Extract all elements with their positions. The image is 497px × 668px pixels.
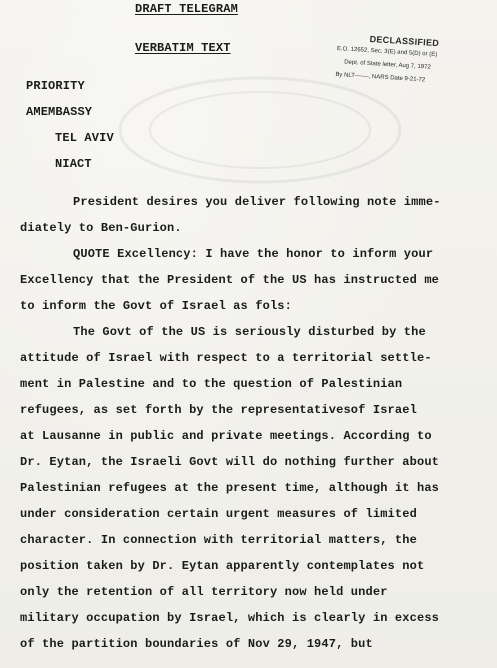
verbatim-text-heading: VERBATIM TEXT	[135, 41, 231, 55]
body-line: only the retention of all territory now held under	[20, 585, 388, 599]
body-line: at Lausanne in public and private meetings. According to	[20, 429, 432, 443]
draft-telegram-heading: DRAFT TELEGRAM	[135, 2, 238, 16]
body-line: refugees, as set forth by the representativesof Israel	[20, 403, 417, 417]
body-line: to inform the Govt of Israel as fols:	[20, 299, 292, 313]
routing-niact: NIACT	[55, 157, 92, 171]
stamp-line-1: E.O. 12652, Sec. 3(E) and 5(D) or (E)	[336, 45, 438, 59]
body-line: under consideration certain urgent measures of limited	[20, 507, 417, 521]
body-line: military occupation by Israel, which is clearly in excess	[20, 611, 440, 625]
routing-priority: PRIORITY	[26, 79, 85, 93]
body-line: The Govt of the US is seriously disturbed by the	[73, 325, 426, 339]
routing-city: TEL AVIV	[55, 131, 114, 145]
stamp-title: DECLASSIFIED	[369, 33, 440, 49]
body-line: position taken by Dr. Eytan apparently contemplates not	[20, 559, 425, 573]
body-line: Dr. Eytan, the Israeli Govt will do nothing further about	[20, 455, 440, 469]
stamp-line-2: Dept. of State letter, Aug 7, 1972	[343, 59, 431, 71]
body-line: Palestinian refugees at the present time, although it has	[20, 481, 440, 495]
declassified-stamp	[334, 32, 497, 114]
stamp-line-3: By NLT-——, NARS Date 9-21-72	[335, 71, 426, 84]
body-line: QUOTE Excellency: I have the honor to inform your	[73, 247, 434, 261]
body-line: President desires you deliver following note imme-	[73, 195, 441, 209]
routing-amembassy: AMEMBASSY	[26, 105, 93, 119]
body-line: Excellency that the President of the US has instructed me	[20, 273, 440, 287]
body-line: diately to Ben-Gurion.	[20, 221, 182, 235]
body-line: of the partition boundaries of Nov 29, 1947, but	[20, 637, 373, 651]
body-line: ment in Palestine and to the question of Palestinian	[20, 377, 403, 391]
body-line: attitude of Israel with respect to a territorial settle-	[20, 351, 432, 365]
body-line: character. In connection with territorial matters, the	[20, 533, 417, 547]
